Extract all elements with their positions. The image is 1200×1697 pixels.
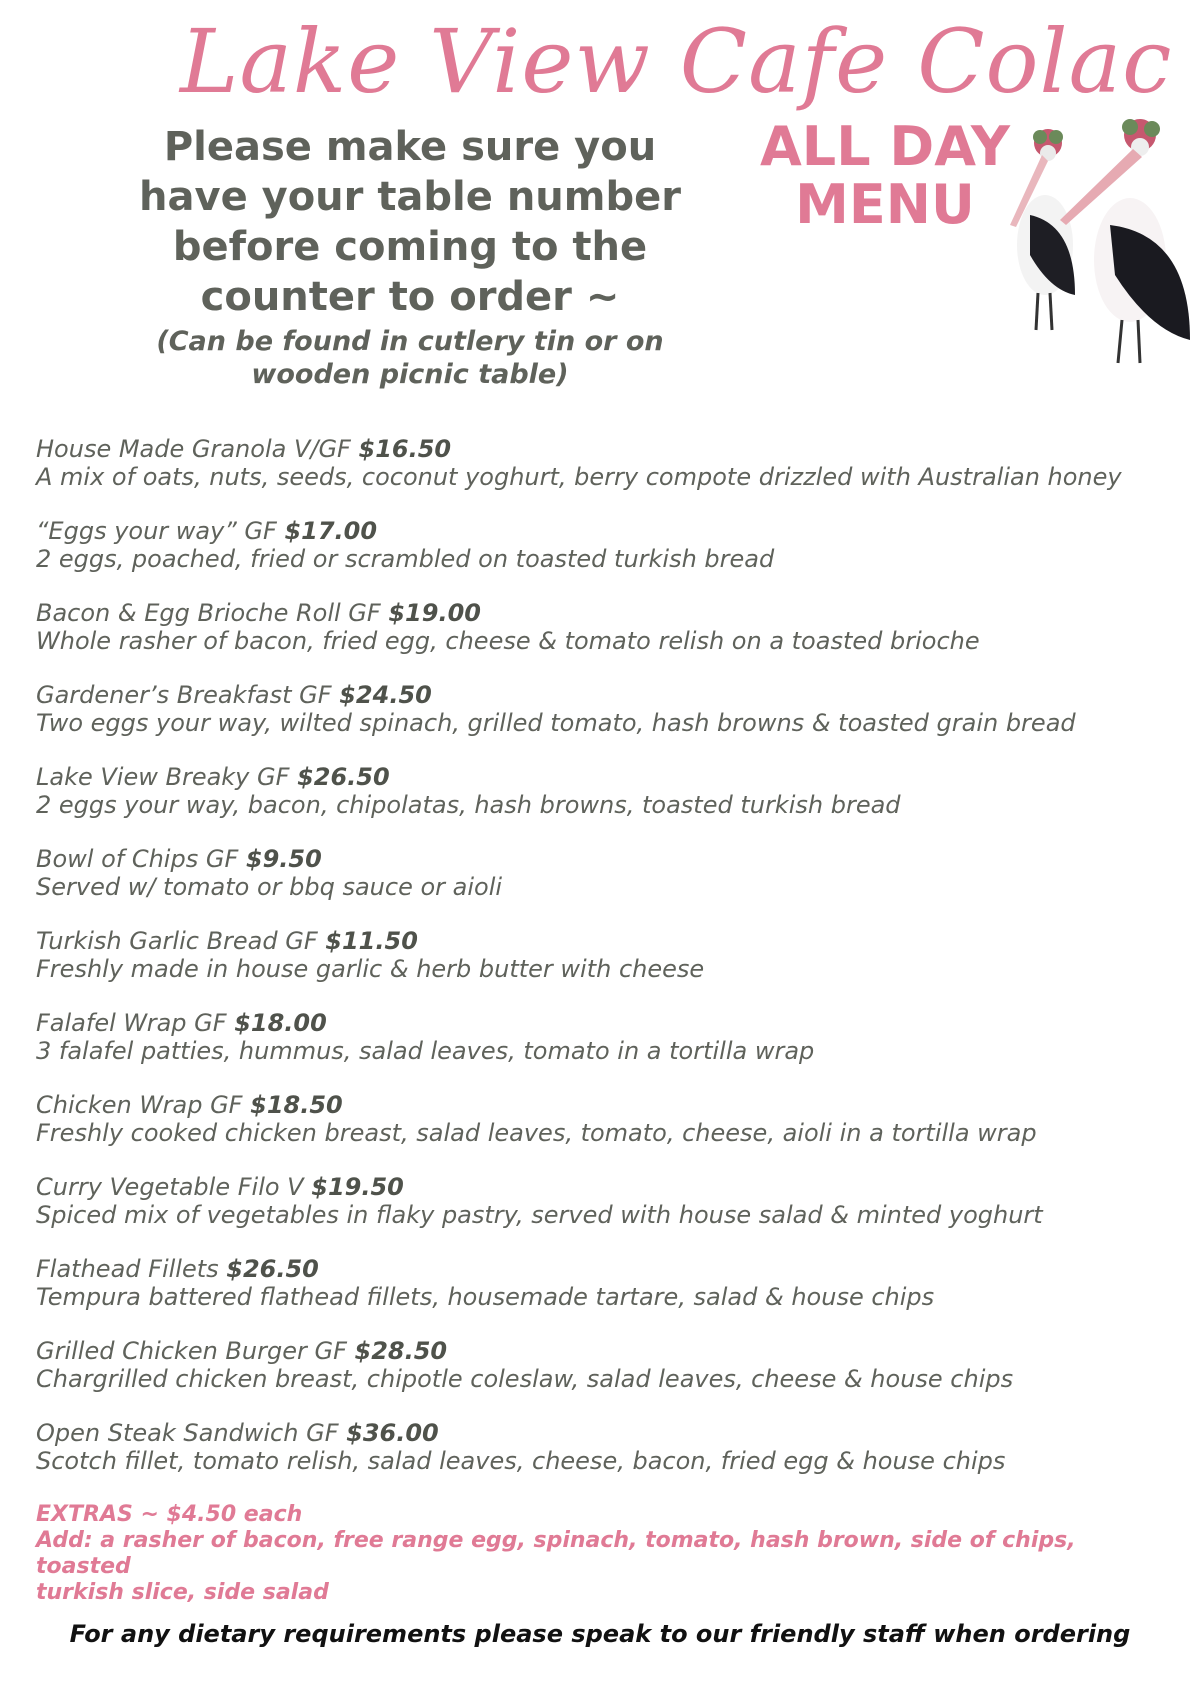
pelican-back [1010, 129, 1075, 330]
menu-item-name: Curry Vegetable Filo V [36, 1173, 304, 1201]
menu-item [36, 1173, 1176, 1255]
menu-item-heading [36, 1255, 1176, 1283]
menu-item-name: Open Steak Sandwich GF [36, 1419, 339, 1447]
menu-item [36, 1091, 1176, 1173]
heading-line: ALL DAY [760, 115, 1010, 178]
menu-item-heading [36, 1009, 1176, 1037]
menu-item-price: $28.50 [354, 1337, 448, 1365]
menu-item-description: Whole rasher of bacon, fried egg, cheese & tomato relish on a toasted brioche [36, 627, 980, 655]
cafe-title: Lake View Cafe Colac [180, 10, 1173, 113]
menu-item-description: 3 falafel patties, hummus, salad leaves, tomato in a tortilla wrap [36, 1037, 815, 1065]
menu-item-heading [36, 681, 1176, 709]
menu-item [36, 845, 1176, 927]
dietary-footer: For any dietary requirements please speak to our friendly staff when ordering [69, 1620, 1131, 1648]
menu-item-price: $26.50 [226, 1255, 319, 1283]
menu-item [36, 435, 1176, 517]
menu-item [36, 763, 1176, 845]
menu-item-price: $19.50 [311, 1173, 404, 1201]
menu-item-name: “Eggs your way” GF [36, 517, 277, 545]
menu-item-price: $11.50 [325, 927, 418, 955]
menu-item-description: Two eggs your way, wilted spinach, grilled tomato, hash browns & toasted grain bread [36, 709, 1076, 737]
menu-item-price: $36.00 [346, 1419, 439, 1447]
menu-item-heading [36, 435, 1176, 463]
menu-item-description: Scotch fillet, tomato relish, salad leaves, cheese, bacon, fried egg & house chips [36, 1447, 1006, 1475]
menu-item-price: $24.50 [339, 681, 432, 709]
menu-item-description: Spiced mix of vegetables in flaky pastry, served with house salad & minted yoghurt [36, 1201, 1043, 1229]
menu-item [36, 1337, 1176, 1419]
menu-item-price: $26.50 [297, 763, 390, 791]
menu-item-description: 2 eggs, poached, fried or scrambled on toasted turkish bread [36, 545, 775, 573]
menu-item-name: Lake View Breaky GF [36, 763, 290, 791]
menu-item-description: Freshly made in house garlic & herb butter with cheese [36, 955, 705, 983]
notice-line: before coming to the [172, 224, 648, 270]
hint-line: (Can be found in cutlery tin or on [156, 326, 664, 357]
menu-item-price: $9.50 [245, 845, 322, 873]
menu-item [36, 927, 1176, 1009]
menu-item-name: Turkish Garlic Bread GF [36, 927, 318, 955]
menu-item [36, 599, 1176, 681]
extras-title: EXTRAS ~ $4.50 each [36, 1502, 303, 1527]
menu-item-price: $17.00 [284, 517, 378, 545]
menu-item-heading [36, 845, 1176, 873]
pelican-front [1060, 119, 1190, 363]
menu-item [36, 681, 1176, 763]
menu-item-heading [36, 599, 1176, 627]
menu-item-description: 2 eggs your way, bacon, chipolatas, hash browns, toasted turkish bread [36, 791, 901, 819]
menu-item-name: Gardener’s Breakfast GF [36, 681, 332, 709]
menu-item-heading [36, 1091, 1176, 1119]
menu-item-description: Served w/ tomato or bbq sauce or aioli [36, 873, 503, 901]
hint-line: wooden picnic table) [251, 359, 569, 390]
menu-item-name: Grilled Chicken Burger GF [36, 1337, 347, 1365]
menu-item-description: Freshly cooked chicken breast, salad leaves, tomato, cheese, aioli in a tortilla wrap [36, 1119, 1037, 1147]
menu-list [36, 435, 1176, 1501]
menu-item-description: Tempura battered flathead fillets, housemade tartare, salad & house chips [36, 1283, 935, 1311]
menu-item [36, 1255, 1176, 1337]
table-number-hint [110, 325, 710, 391]
menu-item-price: $18.50 [250, 1091, 343, 1119]
menu-item-price: $19.00 [388, 599, 481, 627]
menu-item-price: $16.50 [358, 435, 452, 463]
notice-line: Please make sure you [163, 124, 657, 170]
menu-item-name: Chicken Wrap GF [36, 1091, 243, 1119]
pelicans-illustration [990, 115, 1195, 370]
menu-item-name: Bacon & Egg Brioche Roll GF [36, 599, 381, 627]
menu-item-heading [36, 1419, 1176, 1447]
notice-line: have your table number [139, 174, 681, 220]
menu-item-heading [36, 1337, 1176, 1365]
menu-item-name: House Made Granola V/GF [36, 435, 351, 463]
menu-item-price: $18.00 [234, 1009, 327, 1037]
extras-line: Add: a rasher of bacon, free range egg, spinach, tomato, hash brown, side of chips, toasted [36, 1528, 1076, 1579]
notice-line: counter to order ~ [200, 274, 620, 320]
table-number-notice [110, 122, 710, 322]
extras-section [36, 1502, 1176, 1606]
extras-line: turkish slice, side salad [36, 1580, 329, 1605]
menu-item-name: Falafel Wrap GF [36, 1009, 227, 1037]
menu-item-heading [36, 1173, 1176, 1201]
menu-item-description: Chargrilled chicken breast, chipotle coleslaw, salad leaves, cheese & house chips [36, 1365, 1014, 1393]
menu-item-heading [36, 517, 1176, 545]
menu-item-name: Bowl of Chips GF [36, 845, 239, 873]
menu-item-heading [36, 927, 1176, 955]
menu-item [36, 1419, 1176, 1501]
menu-item-description: A mix of oats, nuts, seeds, coconut yoghurt, berry compote drizzled with Australian honey [36, 463, 1122, 491]
menu-item [36, 517, 1176, 599]
heading-line: MENU [795, 173, 975, 236]
menu-item-heading [36, 763, 1176, 791]
menu-item [36, 1009, 1176, 1091]
menu-item-name: Flathead Fillets [36, 1255, 219, 1283]
